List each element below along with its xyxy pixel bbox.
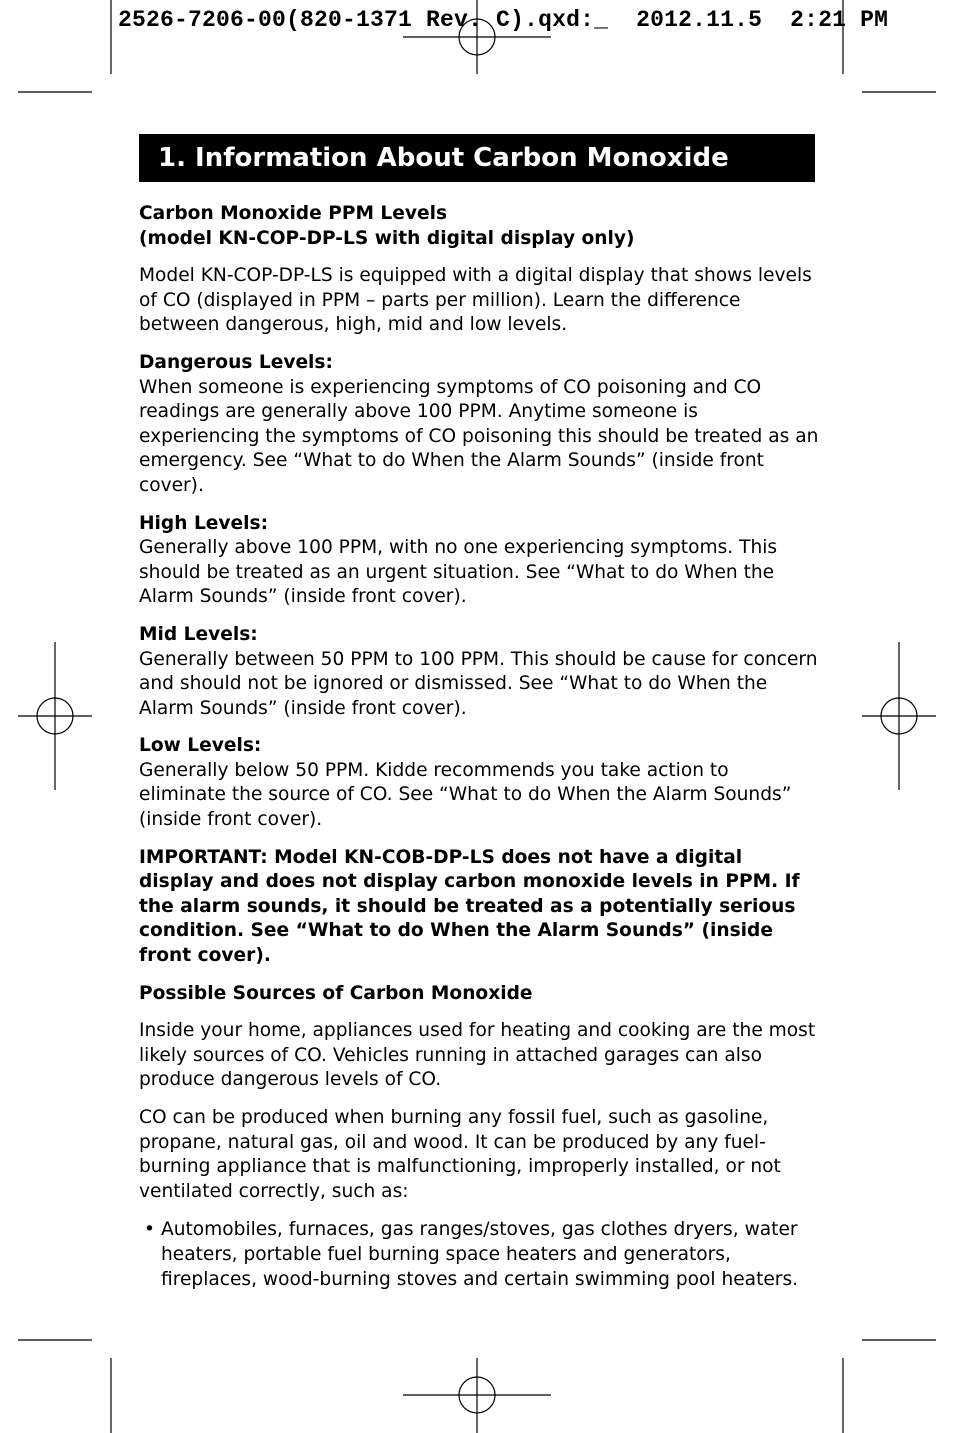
level-label: Low Levels:: [139, 735, 262, 757]
level-block-mid: [139, 623, 819, 721]
sources-paragraph-2: CO can be produced when burning any fossil fuel, such as gasoline, propane, natural gas, oil and wood. It can be produced by any fuel-burning appliance that is malfunctioning, improperly installed, or not ventilated correctly, such as:: [139, 1107, 781, 1202]
ppm-levels-subheading: (model KN-COP-DP-LS with digital display only): [139, 227, 635, 249]
ppm-levels-heading: Carbon Monoxide PPM Levels: [139, 203, 448, 224]
page-content: [139, 134, 819, 1292]
section-title: 1. Information About Carbon Monoxide: [139, 134, 815, 182]
level-label: Dangerous Levels:: [139, 351, 333, 373]
level-label: Mid Levels:: [139, 623, 258, 645]
registration-target-top: [403, 0, 551, 74]
level-block-dangerous: [139, 351, 819, 499]
bullet-symbol: •: [144, 1219, 155, 1241]
registration-target-bottom: [403, 1358, 551, 1433]
bullet-list-item: [139, 1218, 819, 1292]
registration-target-left: [18, 642, 92, 790]
level-description: Generally below 50 PPM. Kidde recommends you take action to eliminate the source of CO. See “What to do When the Alarm Sounds” (inside front cover).: [139, 759, 792, 831]
bullet-text: Automobiles, furnaces, gas ranges/stoves, gas clothes dryers, water heaters, portable fuel burning space heaters and generators, fireplaces, wood-burning stoves and certain swimming pool heaters.: [161, 1219, 799, 1290]
level-description: Generally between 50 PPM to 100 PPM. This should be cause for concern and should not be ignored or dismissed. See “What to do When the Alarm Sounds” (inside front cover).: [139, 648, 818, 719]
registration-target-right: [862, 642, 936, 790]
level-block-low: [139, 734, 819, 832]
level-description: Generally above 100 PPM, with no one experiencing symptoms. This should be treated as an urgent situation. See “What to do When the Alarm Sounds” (inside front cover).: [139, 537, 778, 608]
sources-heading: Possible Sources of Carbon Monoxide: [139, 982, 533, 1004]
important-notice: IMPORTANT: Model KN-COB-DP-LS does not have a digital display and does not display carbon monoxide levels in PPM. If the alarm sounds, it should be treated as a potentially serious condition. See “What to do When the Alarm Sounds” (inside front cover).: [139, 846, 800, 967]
level-block-high: [139, 512, 819, 610]
sources-paragraph-1: Inside your home, appliances used for heating and cooking are the most likely sources of CO. Vehicles running in attached garages can also produce dangerous levels of CO.: [139, 1020, 816, 1091]
ppm-levels-heading-block: [139, 202, 819, 251]
print-slug-line: 2526-7206-00(820-1371 Rev. C).qxd:_ 2012.11.5 2:21 PM: [118, 7, 889, 33]
level-description: When someone is experiencing symptoms of CO poisoning and CO readings are generally above 100 PPM. Anytime someone is experiencing the symptoms of CO poisoning this should be treated as an emergency. See “What to do When the Alarm Sounds” (inside front cover).: [139, 376, 819, 496]
ppm-intro-paragraph: Model KN-COP-DP-LS is equipped with a digital display that shows levels of CO (displayed in PPM – parts per million). Learn the difference between dangerous, high, mid and low levels.: [139, 265, 812, 336]
level-label: High Levels:: [139, 512, 269, 534]
